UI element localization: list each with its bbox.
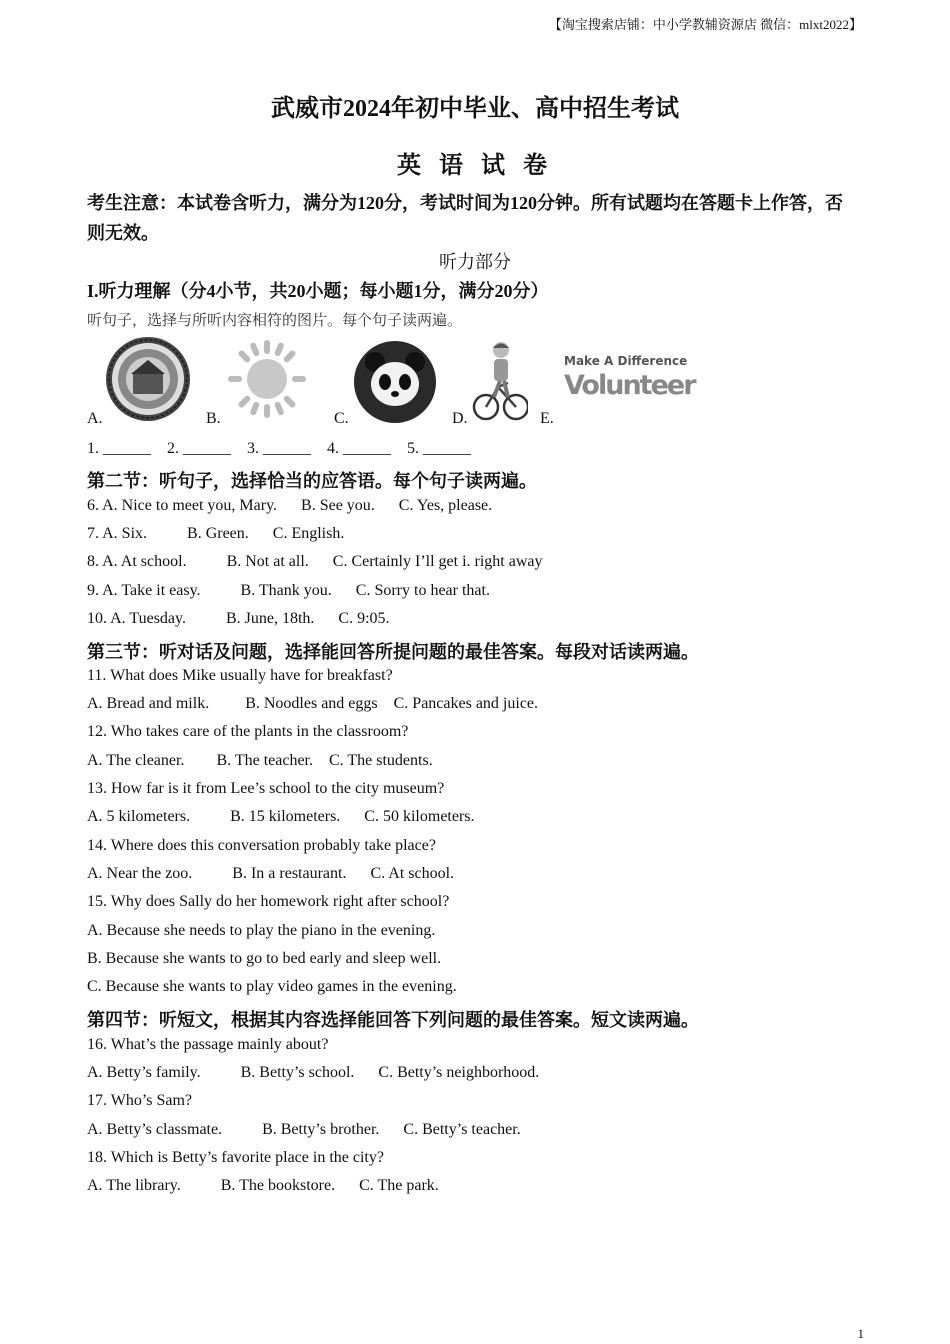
question-11: 11. What does Mike usually have for breakfast? (87, 667, 393, 684)
page-number: 1 (857, 1326, 864, 1341)
question-9: 9. A. Take it easy. B. Thank you. C. Sorry to hear that. (87, 582, 490, 599)
option-15a: A. Because she needs to play the piano in the evening. (87, 922, 436, 939)
picture-b-label: B. (206, 410, 221, 427)
question-13: 13. How far is it from Lee’s school to the city museum? (87, 780, 445, 797)
panda-icon (353, 340, 437, 424)
question-10: 10. A. Tuesday. B. June, 18th. C. 9:05. (87, 610, 390, 627)
cyclist-icon (472, 337, 528, 423)
options-11: A. Bread and milk. B. Noodles and eggs C. Pancakes and juice. (87, 695, 539, 712)
section3-heading: 第三节：听对话及问题，选择能回答所提问题的最佳答案。每段对话读两遍。 (87, 642, 699, 662)
exam-title: 武威市2024年初中毕业、高中招生考试 (271, 96, 679, 122)
notice: 考生注意：本试卷含听力，满分为120分，考试时间为120分钟。所有试题均在答题卡上作答，否则无效。 (87, 193, 843, 243)
question-16: 16. What’s the passage mainly about? (87, 1036, 329, 1053)
options-17: A. Betty’s classmate. B. Betty’s brother. C. Betty’s teacher. (87, 1121, 521, 1138)
options-16: A. Betty’s family. B. Betty’s school. C. Betty’s neighborhood. (87, 1064, 540, 1081)
sun-icon (226, 338, 308, 420)
volunteer-logo (564, 354, 695, 420)
section1-heading: I.听力理解（分4小节，共20小题；每小题1分，满分20分） (87, 281, 549, 301)
question-12: 12. Who takes care of the plants in the classroom? (87, 723, 409, 740)
picture-d-label: D. (452, 410, 468, 427)
option-15b: B. Because she wants to go to bed early and sleep well. (87, 950, 442, 967)
picture-a-label: A. (87, 410, 103, 427)
exam-subtitle: 英 语 试 卷 (397, 153, 553, 179)
section2-heading: 第二节：听句子，选择恰当的应答语。每个句子读两遍。 (87, 471, 537, 491)
options-12: A. The cleaner. B. The teacher. C. The students. (87, 752, 433, 769)
volunteer-logo-top: Make A Difference (564, 354, 688, 368)
question-18: 18. Which is Betty’s favorite place in the city? (87, 1149, 384, 1166)
options-13: A. 5 kilometers. B. 15 kilometers. C. 50 kilometers. (87, 808, 475, 825)
question-7: 7. A. Six. B. Green. C. English. (87, 525, 345, 542)
options-18: A. The library. B. The bookstore. C. The park. (87, 1177, 439, 1194)
picture-e-label: E. (540, 410, 554, 427)
question-14: 14. Where does this conversation probably take place? (87, 837, 436, 854)
question-6: 6. A. Nice to meet you, Mary. B. See you. C. Yes, please. (87, 497, 493, 514)
question-17: 17. Who’s Sam? (87, 1092, 193, 1109)
option-15c: C. Because she wants to play video games in the evening. (87, 978, 457, 995)
plate-icon (105, 336, 191, 422)
header-note: 【淘宝搜索店铺：中小学教辅资源店 微信：mlxt2022】 (548, 17, 862, 32)
options-14: A. Near the zoo. B. In a restaurant. C. At school. (87, 865, 455, 882)
section1-instruction: 听句子，选择与所听内容相符的图片。每个句子读两遍。 (87, 311, 463, 329)
picture-c-label: C. (334, 410, 349, 427)
volunteer-logo-main: Volunteer (564, 370, 695, 401)
section4-heading: 第四节：听短文，根据其内容选择能回答下列问题的最佳答案。短文读两遍。 (87, 1010, 699, 1030)
part-title: 听力部分 (439, 252, 511, 272)
question-8: 8. A. At school. B. Not at all. C. Certainly I’ll get i. right away (87, 553, 543, 570)
answer-blanks: 1. ______ 2. ______ 3. ______ 4. ______ 5. ______ (87, 440, 471, 457)
question-15: 15. Why does Sally do her homework right after school? (87, 893, 450, 910)
